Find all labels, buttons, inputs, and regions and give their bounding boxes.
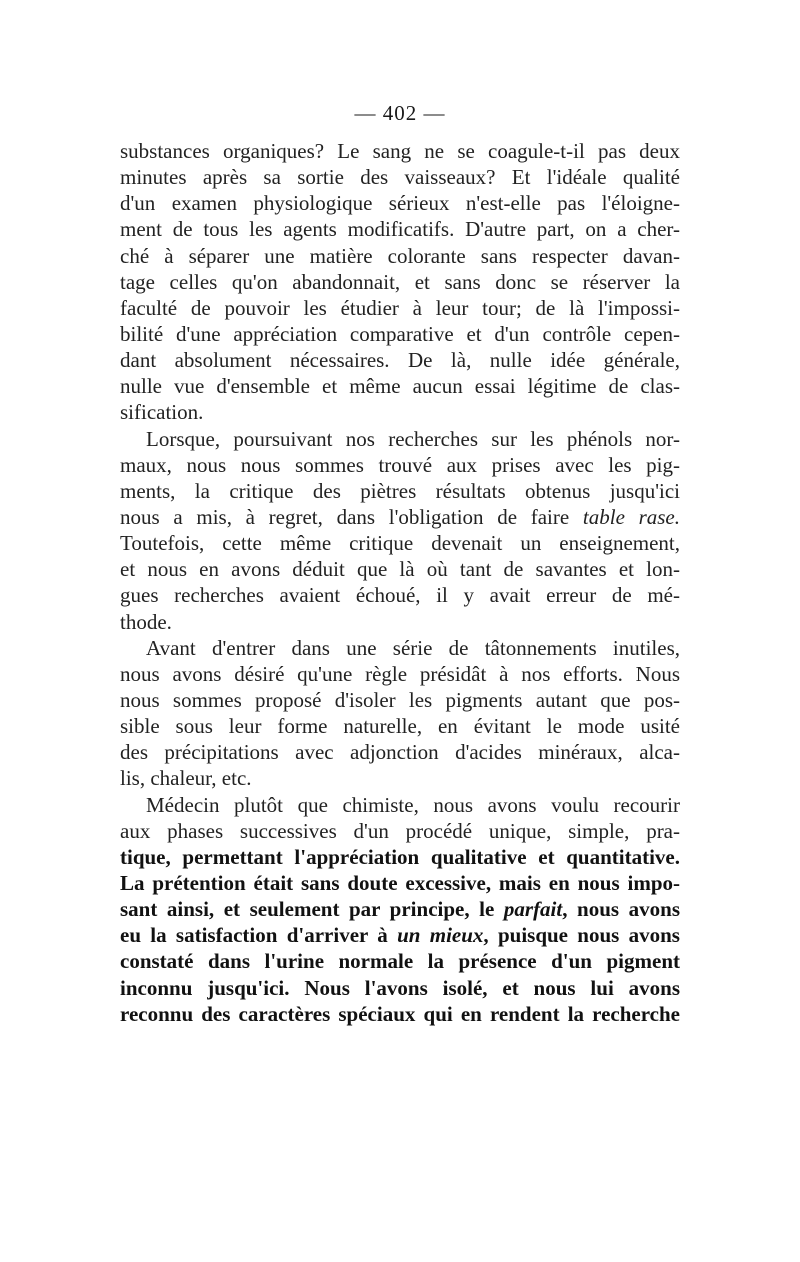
text-line: tique, permettant l'appréciation qualitative et quantitative. <box>120 844 680 869</box>
text-line: reconnu des caractères spéciaux qui en rendent la recherche <box>120 1001 680 1026</box>
text-line: bilité d'une appréciation comparative et d'un contrôle cepen- <box>120 321 680 346</box>
paragraph-start-line: Lorsque, poursuivant nos recherches sur les phénols nor- <box>146 426 680 451</box>
paragraph-start-line: Médecin plutôt que chimiste, nous avons voulu recourir <box>146 792 680 817</box>
line-segment: sant ainsi, et seulement par principe, le <box>120 897 504 922</box>
body-text <box>120 138 680 1027</box>
text-line: nulle vue d'ensemble et même aucun essai légitime de clas- <box>120 374 680 399</box>
line-segment: , nous avons <box>562 897 680 922</box>
italic-phrase: un mieux <box>397 923 484 948</box>
text-line: dant absolument nécessaires. De là, nulle idée générale, <box>120 348 680 373</box>
text-line: La prétention était sans doute excessive, mais en nous impo- <box>120 870 680 895</box>
text-line: inconnu jusqu'ici. Nous l'avons isolé, et nous lui avons <box>120 975 680 1000</box>
text-line: nous sommes proposé d'isoler les pigments autant que pos- <box>120 687 680 712</box>
text-line: faculté de pouvoir les étudier à leur tour; de là l'impossi- <box>120 295 680 320</box>
text-line: gues recherches avaient échoué, il y avait erreur de mé- <box>120 583 680 608</box>
paragraph-start-line: Avant d'entrer dans une série de tâtonnements inutiles, <box>146 635 680 660</box>
line-segment: nous a mis, à regret, dans l'obligation de faire <box>120 504 583 529</box>
line-segment: , puisque nous avons <box>483 923 680 948</box>
text-line: minutes après sa sortie des vaisseaux? Et l'idéale qualité <box>120 165 680 190</box>
text-line: et nous en avons déduit que là où tant de savantes et lon- <box>120 557 680 582</box>
line-segment: eu la satisfaction d'arriver à <box>120 923 398 948</box>
text-line: nous avons désiré qu'une règle présidât à nos efforts. Nous <box>120 661 680 686</box>
text-line: ché à séparer une matière colorante sans respecter davan- <box>120 243 680 268</box>
text-line: lis, chaleur, etc. <box>120 766 252 791</box>
text-line: thode. <box>120 609 172 634</box>
text-line: substances organiques? Le sang ne se coagule-t-il pas deux <box>120 139 680 163</box>
text-line: d'un examen physiologique sérieux n'est-elle pas l'éloigne- <box>120 191 680 216</box>
text-line: constaté dans l'urine normale la présence d'un pigment <box>120 949 680 974</box>
text-line-with-italic <box>120 922 680 948</box>
text-line: Toutefois, cette même critique devenait un enseignement, <box>120 531 680 556</box>
text-line: des précipitations avec adjonction d'acides minéraux, alca- <box>120 740 680 765</box>
text-line: maux, nous nous sommes trouvé aux prises avec les pig- <box>120 452 680 477</box>
text-line-with-italic <box>120 896 680 922</box>
page-number: — 402 — <box>354 101 446 125</box>
text-line: tage celles qu'on abandonnait, et sans donc se réserver la <box>120 269 680 294</box>
text-line: sible sous leur forme naturelle, en évitant le mode usité <box>120 714 680 739</box>
text-line: ments, la critique des piètres résultats obtenus jusqu'ici <box>120 478 680 503</box>
text-line: ment de tous les agents modificatifs. D'autre part, on a cher- <box>120 217 680 242</box>
text-line-with-italic <box>120 504 680 530</box>
italic-phrase: table rase. <box>582 504 681 529</box>
text-line: aux phases successives d'un procédé unique, simple, pra- <box>120 818 680 843</box>
text-line: sification. <box>120 400 204 425</box>
italic-phrase: parfait <box>503 897 563 922</box>
